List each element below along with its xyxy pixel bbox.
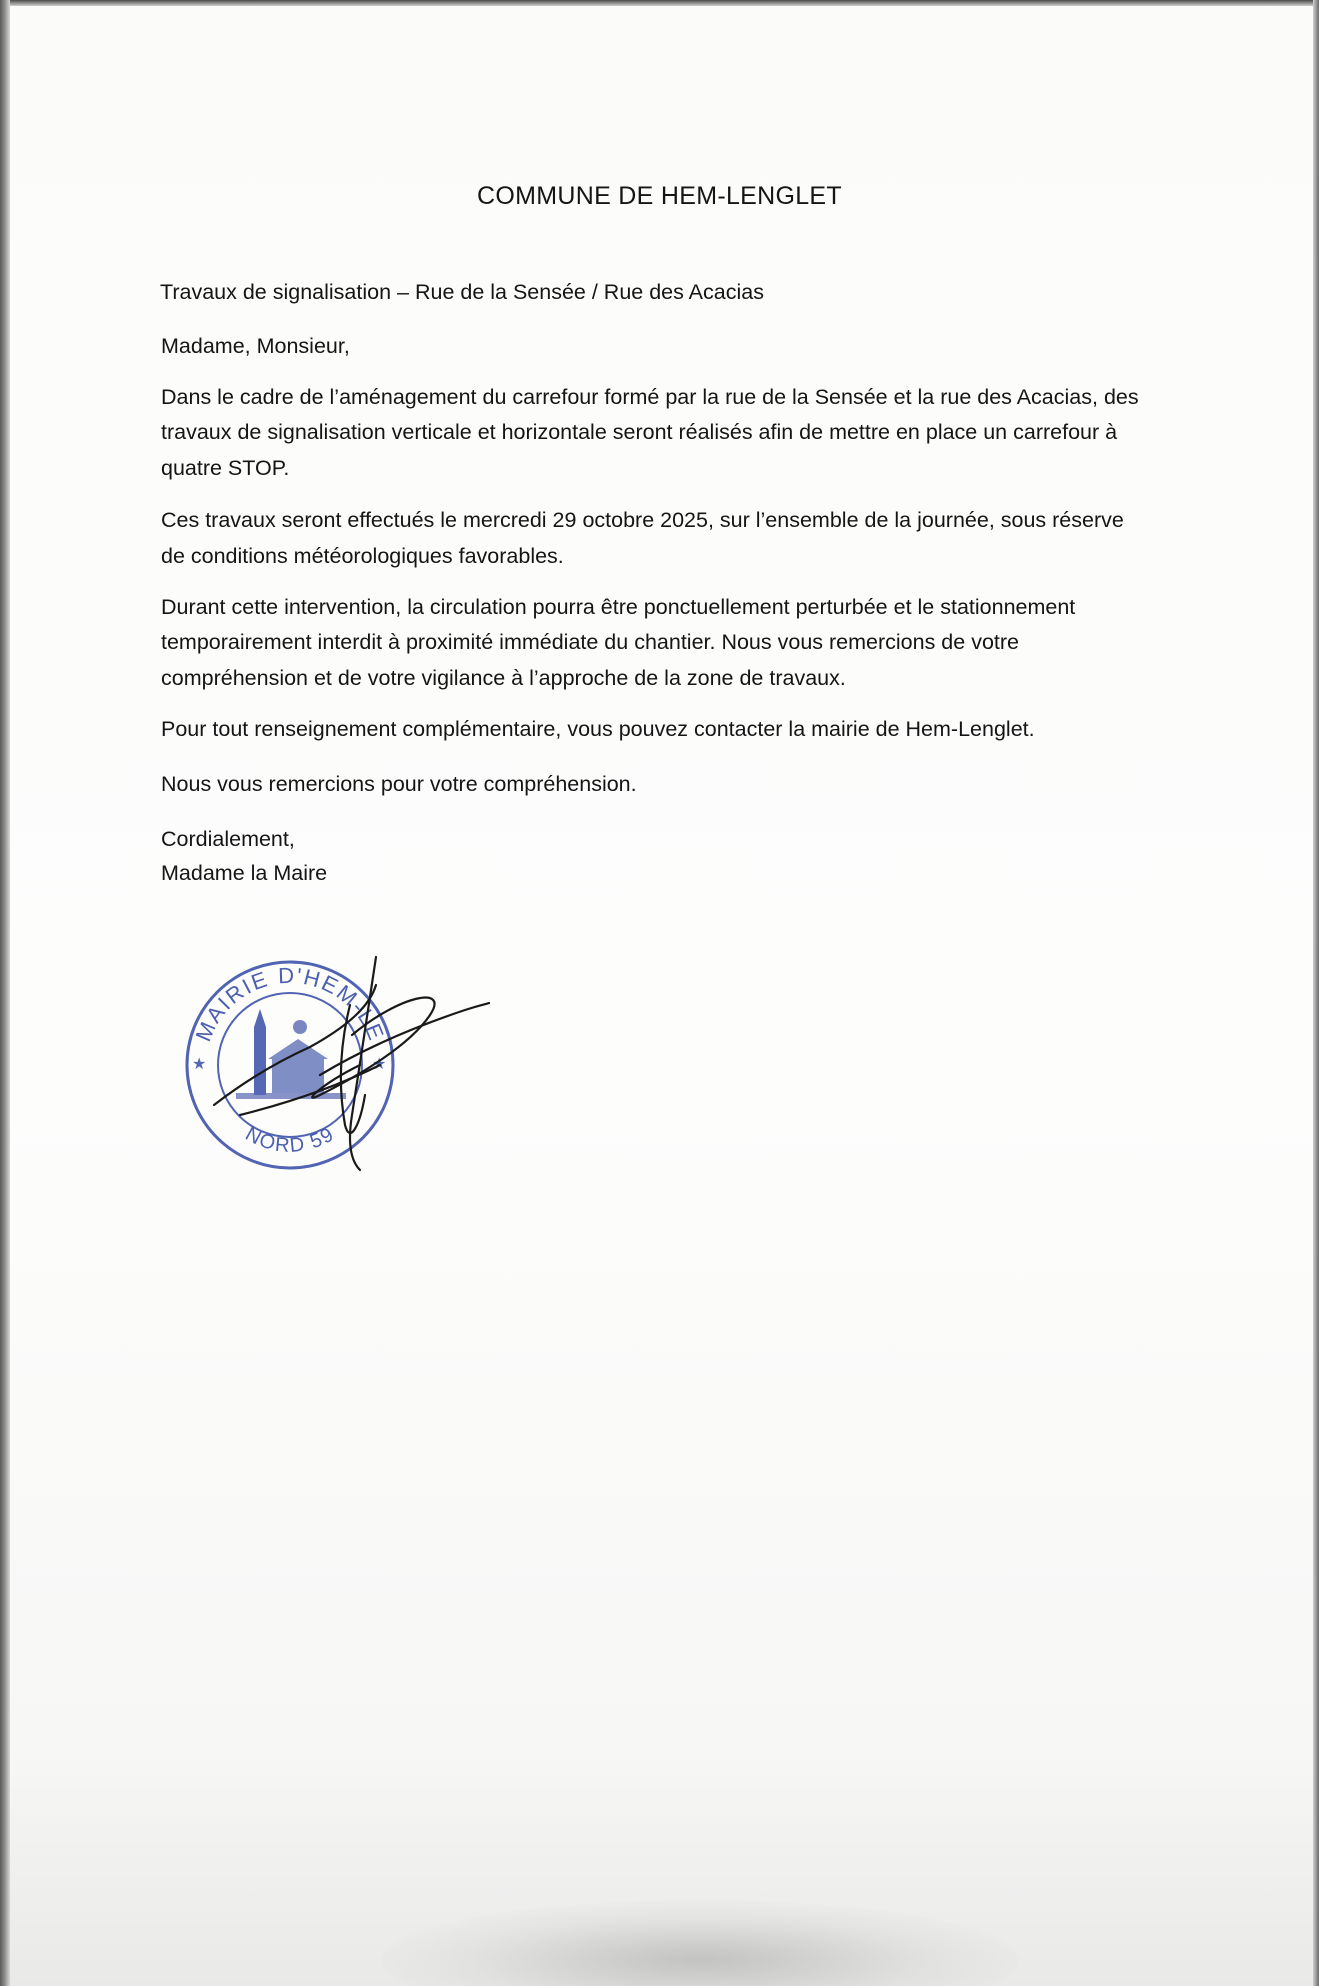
stamp-top-text: MAIRIE D'HEM-LE: [190, 962, 390, 1045]
page-edge-top: [0, 0, 1319, 6]
letter-closing: Cordialement,: [161, 827, 295, 851]
paragraph-1-line: travaux de signalisation verticale et horizontale seront réalisés afin de mettre en place un carrefour à: [161, 420, 1118, 444]
page-edge-left: [0, 0, 10, 1986]
letter-subject: Travaux de signalisation – Rue de la Sensée / Rue des Acacias: [160, 280, 764, 304]
page-edge-right: [1313, 0, 1319, 1986]
paragraph-1-line: Dans le cadre de l’aménagement du carrefour formé par la rue de la Sensée et la rue des Acacias, des: [161, 385, 1139, 409]
paragraph-2-line: de conditions météorologiques favorables.: [161, 544, 564, 568]
paragraph-3-line: compréhension et de votre vigilance à l’approche de la zone de travaux.: [161, 666, 846, 690]
paragraph-2-line: Ces travaux seront effectués le mercredi 29 octobre 2025, sur l’ensemble de la journée, sous réserve: [161, 508, 1124, 532]
paragraph-3-line: Durant cette intervention, la circulation pourra être ponctuellement perturbée et le stationnement: [161, 595, 1076, 619]
signature-stroke: [214, 985, 376, 1105]
stamp-bottom-text: NORD 59: [241, 1123, 339, 1158]
signature-stroke: [350, 957, 376, 1170]
handwritten-signature: [200, 955, 490, 1175]
paragraph-4: Pour tout renseignement complémentaire, vous pouvez contacter la mairie de Hem-Lenglet.: [161, 717, 1035, 741]
stamp-star-left: ★: [192, 1056, 207, 1073]
letter-salutation: Madame, Monsieur,: [161, 334, 350, 358]
photo-shadow: [380, 1900, 1020, 1986]
paragraph-3-line: temporairement interdit à proximité immédiate du chantier. Nous vous remercions de votre: [161, 630, 1019, 654]
signature-stroke: [320, 1003, 489, 1075]
letter-signatory: Madame la Maire: [161, 861, 328, 885]
stamp-star-right: ★: [372, 1056, 387, 1073]
paragraph-1-line: quatre STOP.: [161, 456, 290, 480]
letter-title: COMMUNE DE HEM-LENGLET: [477, 182, 842, 210]
paragraph-5: Nous vous remercions pour votre compréhension.: [161, 772, 637, 796]
